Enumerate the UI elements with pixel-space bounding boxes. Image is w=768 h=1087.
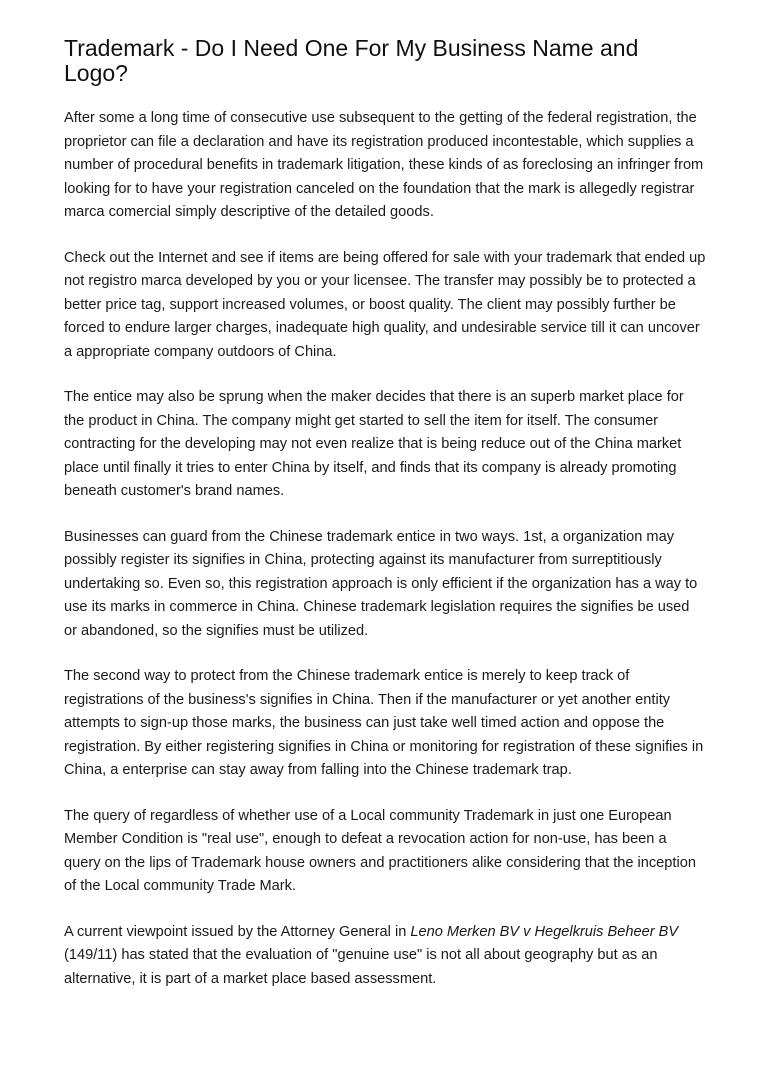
paragraph-7-tail: (149/11) has stated that the evaluation of "genuine use" is not all about geography but as an alternative, it is part of a market place based assessment. — [64, 947, 658, 987]
case-name: Leno Merken BV v Hegelkruis Beheer BV — [410, 923, 679, 940]
paragraph-3: The entice may also be sprung when the maker decides that there is an superb market place for the product in China. The company might get started to sell the item for itself. The consumer contracting for the developing may not even realize that is being reduce out of the China market place until finally it tries to enter China by itself, and finds that its company is already promoting beneath customer's brand names. — [64, 389, 684, 499]
paragraph-1: After some a long time of consecutive use subsequent to the getting of the federal registration, the proprietor can file a declaration and have its registration produced incontestable, which supplies a number of procedural benefits in trademark litigation, these kinds of as foreclosing an infringer from looking for to have your registration canceled on the foundation that the mark is allegedly registrar marca comercial simply descriptive of the detailed goods. — [64, 110, 704, 220]
paragraph-7-lead: A current viewpoint issued by the Attorney General in — [64, 923, 411, 940]
paragraph-5: The second way to protect from the Chinese trademark entice is merely to keep track of registrations of the business's signifies in China. Then if the manufacturer or yet another entity attempts to sign-up those marks, the business can just take well timed action and oppose the registration. By either registering signifies in China or monitoring for registration of these signifies in China, a enterprise can stay away from falling into the Chinese trademark trap. — [64, 668, 704, 778]
paragraph-6: The query of regardless of whether use of a Local community Trademark in just one European Member Condition is "real use", enough to defeat a revocation action for non-use, has been a query on the lips of Trademark house owners and practitioners alike considering that the inception of the Local community Trade Mark. — [64, 807, 696, 894]
page-title: Trademark - Do I Need One For My Business Name and Logo? — [64, 35, 639, 86]
paragraph-4: Businesses can guard from the Chinese trademark entice in two ways. 1st, a organization may possibly register its signifies in China, protecting against its manufacturer from surreptitiously undertaking so. Even so, this registration approach is only efficient if the organization has a way to use its marks in commerce in China. Chinese trademark legislation requires the signifies be used or abandoned, so the signifies must be utilized. — [64, 528, 698, 639]
paragraph-2: Check out the Internet and see if items are being offered for sale with your trademark that ended up not registro marca developed by you or your licensee. The transfer may possibly be to protected a better price tag, support increased volumes, or boost quality. The client may possibly further be forced to endure larger charges, inadequate high quality, and undesirable service till it can uncover a appropriate company outdoors of China. — [64, 249, 706, 360]
paragraph-7 — [64, 921, 706, 992]
